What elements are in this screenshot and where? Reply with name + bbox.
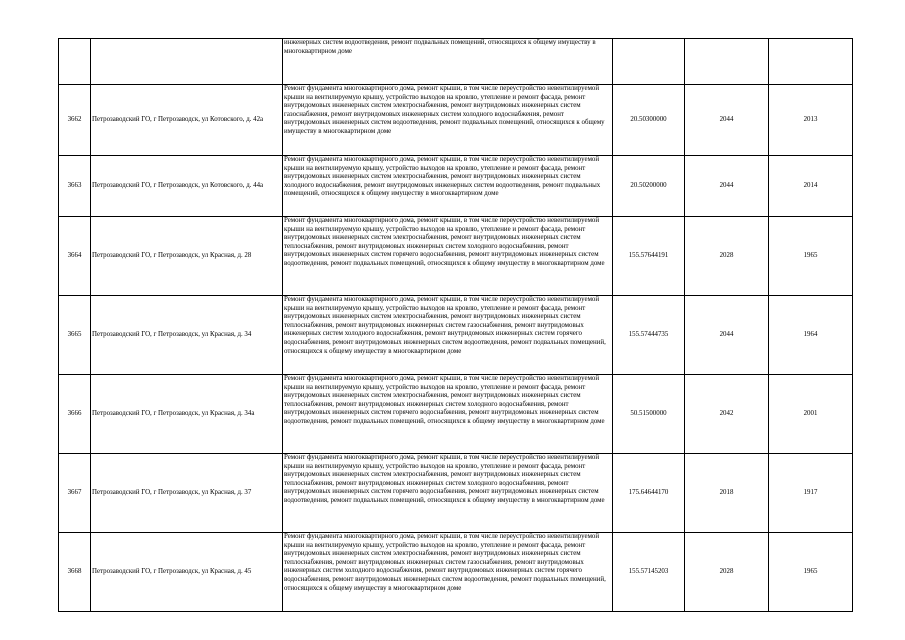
row-built-year: 2001: [769, 375, 853, 454]
row-built-year: 1965: [769, 217, 853, 296]
row-cost: 155.57145203: [613, 533, 685, 612]
row-address: Петрозаводский ГО, г Петрозаводск, ул Красная, д. 34а: [91, 375, 283, 454]
row-cost: 155.57644191: [613, 217, 685, 296]
row-works: Ремонт фундамента многоквартирного дома, ремонт крыши, в том числе переустройство невентилируемой крыши на вентилируемую крышу, устройство выходов на кровлю, утепление и ремонт фасада, ремонт внутридомовых инженерных систем электроснабжения, ремонт внутридомовых инженерных систем теплоснабжения, ремонт внутридомовых инженерных систем холодного водоснабжения, ремонт внутридомовых инженерных систем горячего водоснабжения, ремонт внутридомовых инженерных систем водоотведения, ремонт подвальных помещений, относящихся к общему имуществу в многоквартирном доме: [283, 454, 613, 533]
row-planned-year: 2044: [685, 85, 769, 156]
row-works: Ремонт фундамента многоквартирного дома, ремонт крыши, в том числе переустройство невентилируемой крыши на вентилируемую крышу, устройство выходов на кровлю, утепление и ремонт фасада, ремонт внутридомовых инженерных систем электроснабжения, ремонт внутридомовых инженерных систем газоснабжения, ремонт внутридомовых инженерных систем холодного водоснабжения, ремонт внутридомовых инженерных систем водоотведения, ремонт подвальных помещений, относящихся к общему имуществу в многоквартирном доме: [283, 85, 613, 156]
row-built-year: 2014: [769, 156, 853, 217]
row-number: 3668: [59, 533, 91, 612]
row-planned-year: [685, 39, 769, 85]
row-number: 3666: [59, 375, 91, 454]
row-address: Петрозаводский ГО, г Петрозаводск, ул Котовского, д. 44а: [91, 156, 283, 217]
row-planned-year: 2044: [685, 156, 769, 217]
row-works: Ремонт фундамента многоквартирного дома, ремонт крыши, в том числе переустройство невентилируемой крыши на вентилируемую крышу, устройство выходов на кровлю, утепление и ремонт фасада, ремонт внутридомовых инженерных систем электроснабжения, ремонт внутридомовых инженерных систем теплоснабжения, ремонт внутридомовых инженерных систем газоснабжения, ремонт внутридомовых инженерных систем холодного водоснабжения, ремонт внутридомовых инженерных систем горячего водоснабжения, ремонт внутридомовых инженерных систем водоотведения, ремонт подвальных помещений, относящихся к общему имуществу в многоквартирном доме: [283, 296, 613, 375]
table-row: [59, 39, 853, 85]
row-built-year: 1917: [769, 454, 853, 533]
row-works: Ремонт фундамента многоквартирного дома, ремонт крыши, в том числе переустройство невентилируемой крыши на вентилируемую крышу, устройство выходов на кровлю, утепление и ремонт фасада, ремонт внутридомовых инженерных систем электроснабжения, ремонт внутридомовых инженерных систем теплоснабжения, ремонт внутридомовых инженерных систем газоснабжения, ремонт внутридомовых инженерных систем холодного водоснабжения, ремонт внутридомовых инженерных систем горячего водоснабжения, ремонт внутридомовых инженерных систем водоотведения, ремонт подвальных помещений, относящихся к общему имуществу в многоквартирном доме: [283, 533, 613, 612]
table-row: [59, 533, 853, 612]
row-planned-year: 2028: [685, 217, 769, 296]
row-works: Ремонт фундамента многоквартирного дома, ремонт крыши, в том числе переустройство невентилируемой крыши на вентилируемую крышу, устройство выходов на кровлю, утепление и ремонт фасада, ремонт внутридомовых инженерных систем электроснабжения, ремонт внутридомовых инженерных систем теплоснабжения, ремонт внутридомовых инженерных систем холодного водоснабжения, ремонт внутридомовых инженерных систем горячего водоснабжения, ремонт внутридомовых инженерных систем водоотведения, ремонт подвальных помещений, относящихся к общему имуществу в многоквартирном доме: [283, 375, 613, 454]
row-number: 3665: [59, 296, 91, 375]
row-planned-year: 2044: [685, 296, 769, 375]
row-works: Ремонт фундамента многоквартирного дома, ремонт крыши, в том числе переустройство невентилируемой крыши на вентилируемую крышу, устройство выходов на кровлю, утепление и ремонт фасада, ремонт внутридомовых инженерных систем электроснабжения, ремонт внутридомовых инженерных систем холодного водоснабжения, ремонт внутридомовых инженерных систем водоотведения, ремонт подвальных помещений, относящихся к общему имуществу в многоквартирном доме: [283, 156, 613, 217]
table-row: [59, 85, 853, 156]
row-address: Петрозаводский ГО, г Петрозаводск, ул Красная, д. 28: [91, 217, 283, 296]
row-number: 3662: [59, 85, 91, 156]
row-built-year: 1964: [769, 296, 853, 375]
row-address: Петрозаводский ГО, г Петрозаводск, ул Красная, д. 45: [91, 533, 283, 612]
row-cost: 175.64644170: [613, 454, 685, 533]
row-address: [91, 39, 283, 85]
row-built-year: [769, 39, 853, 85]
row-works: инженерных систем водоотведения, ремонт подвальных помещений, относящихся к общему имуществу в многоквартирном доме: [283, 39, 613, 85]
row-address: Петрозаводский ГО, г Петрозаводск, ул Красная, д. 37: [91, 454, 283, 533]
row-number: [59, 39, 91, 85]
row-planned-year: 2028: [685, 533, 769, 612]
row-planned-year: 2042: [685, 375, 769, 454]
table-row: [59, 375, 853, 454]
row-number: 3667: [59, 454, 91, 533]
row-cost: 20.50300000: [613, 85, 685, 156]
table-row: [59, 156, 853, 217]
row-built-year: 2013: [769, 85, 853, 156]
row-built-year: 1965: [769, 533, 853, 612]
row-number: 3663: [59, 156, 91, 217]
row-address: Петрозаводский ГО, г Петрозаводск, ул Котовского, д. 42а: [91, 85, 283, 156]
table-row: [59, 454, 853, 533]
row-cost: 155.57444735: [613, 296, 685, 375]
capital-repair-table: [58, 38, 853, 612]
row-number: 3664: [59, 217, 91, 296]
row-cost: 20.50200000: [613, 156, 685, 217]
table-row: [59, 296, 853, 375]
row-cost: [613, 39, 685, 85]
row-cost: 50.51500000: [613, 375, 685, 454]
row-works: Ремонт фундамента многоквартирного дома, ремонт крыши, в том числе переустройство невентилируемой крыши на вентилируемую крышу, устройство выходов на кровлю, утепление и ремонт фасада, ремонт внутридомовых инженерных систем электроснабжения, ремонт внутридомовых инженерных систем теплоснабжения, ремонт внутридомовых инженерных систем холодного водоснабжения, ремонт внутридомовых инженерных систем горячего водоснабжения, ремонт внутридомовых инженерных систем водоотведения, ремонт подвальных помещений, относящихся к общему имуществу в многоквартирном доме: [283, 217, 613, 296]
table-row: [59, 217, 853, 296]
row-address: Петрозаводский ГО, г Петрозаводск, ул Красная, д. 34: [91, 296, 283, 375]
row-planned-year: 2018: [685, 454, 769, 533]
